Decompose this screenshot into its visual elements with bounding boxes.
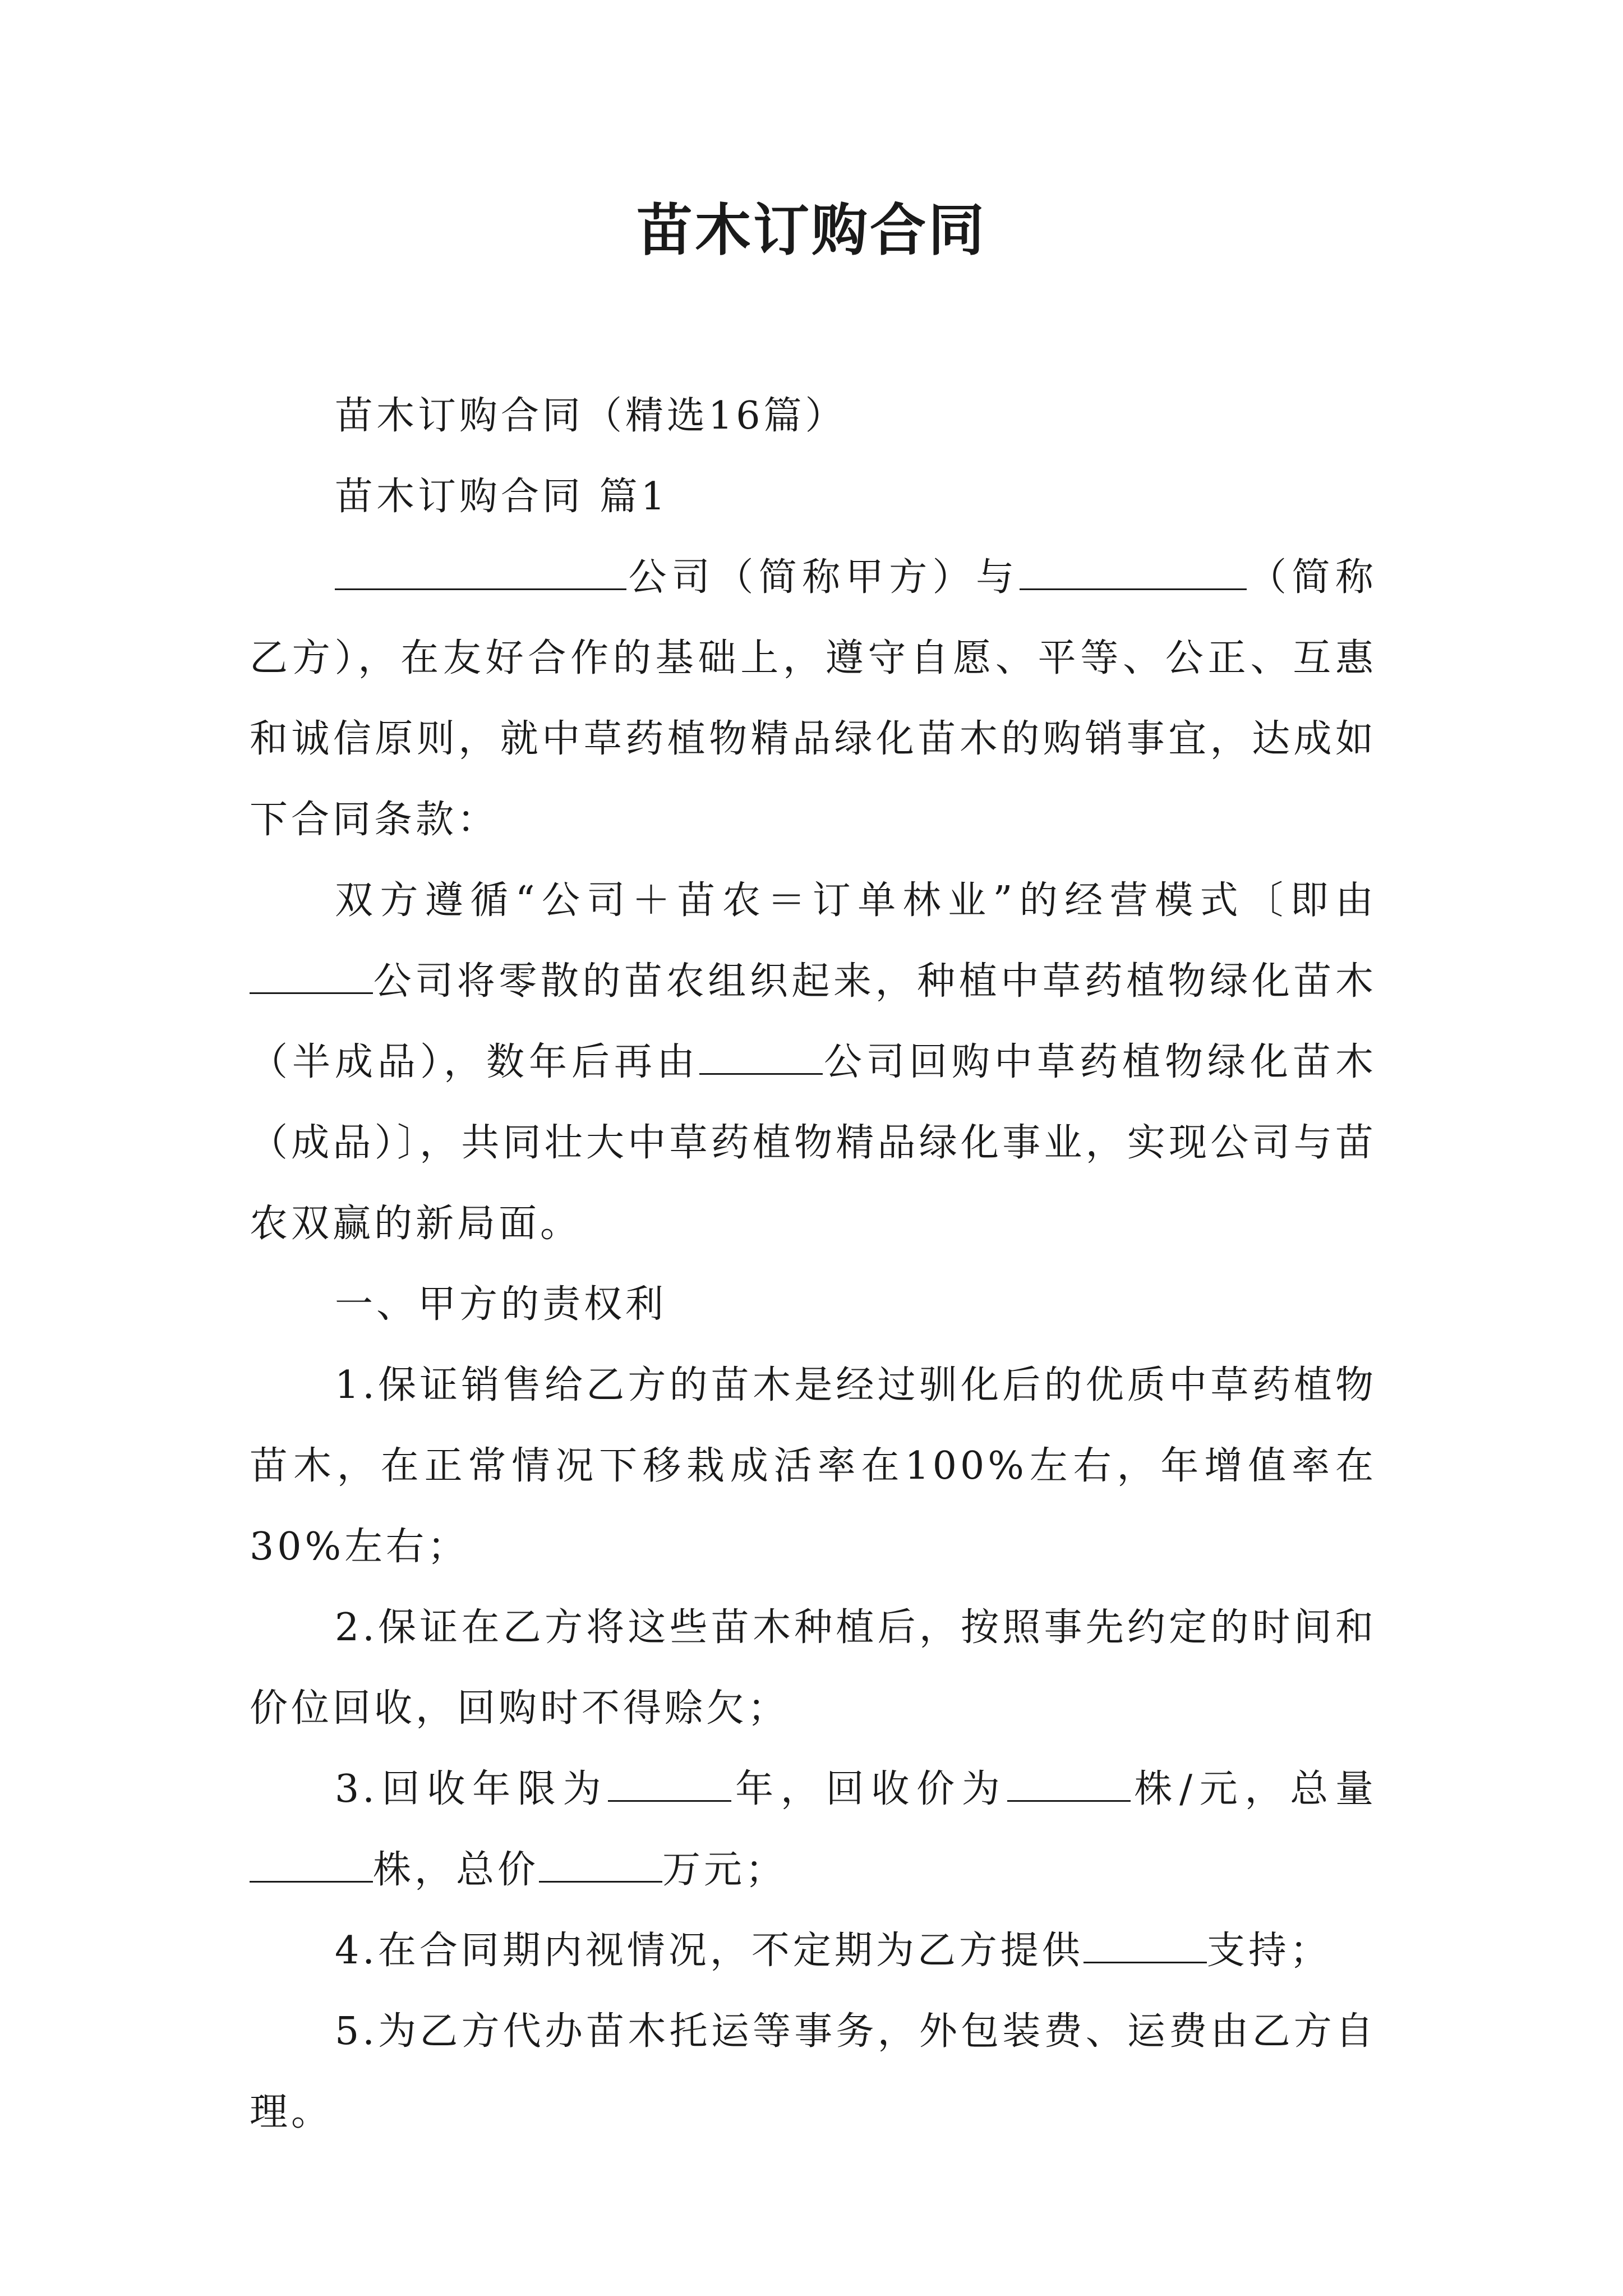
doc-subtitle: 苗木订购合同（精选16篇） [335, 394, 847, 438]
support-blank [1083, 1928, 1207, 1963]
years-blank [608, 1766, 731, 1802]
clause-4 [250, 1911, 1377, 1991]
quantity-blank [250, 1847, 373, 1883]
document-title: 苗木订购合同 [637, 197, 986, 263]
clause-4-text-2: 支持； [1206, 1929, 1331, 1973]
clause-3-text-2: 年，回收价为 [731, 1767, 1007, 1811]
intro-text-2: （简称乙方），在友好合作的基础上，遵守自愿、平等、公正、互惠和诚信原则，就中草药植物精品绿化苗木的购销事宜，达成如下合同条款： [250, 555, 1377, 842]
model-paragraph [250, 861, 1377, 1264]
clause-4-text-1: 4.在合同期内视情况，不定期为乙方提供 [335, 1929, 1083, 1973]
model-text-1: 双方遵循“公司＋苗农＝订单林业”的经营模式〔即由 [335, 878, 1377, 923]
intro-text-1: 公司（简称甲方）与 [626, 555, 1020, 600]
party-a-blank [335, 555, 626, 590]
clause-5: 5.为乙方代办苗木托运等事务，外包装费、运费由乙方自理。 [250, 2009, 1377, 2134]
clause-3-text-4: 株，总价 [373, 1848, 540, 1892]
total-blank [539, 1847, 662, 1883]
clause-3-text-3: 株/元，总量 [1130, 1767, 1377, 1811]
model-text-3: 公司回购中草药植物绿化苗木（成品）〕，共同壮大中草药植物精品绿化事业，实现公司与苗农双赢的新局面。 [250, 1040, 1377, 1246]
intro-paragraph [250, 537, 1377, 861]
model-text-2: 公司将零散的苗农组织起来，种植中草药植物绿化苗木（半成品），数年后再由 [250, 959, 1377, 1084]
document-body [250, 376, 1377, 2153]
section-heading: 苗木订购合同 篇1 [335, 475, 668, 519]
clause-3 [250, 1749, 1377, 1911]
clause-1: 1.保证销售给乙方的苗木是经过驯化后的优质中草药植物苗木，在正常情况下移栽成活率在100%左右，年增值率在30%左右； [250, 1363, 1377, 1569]
clause-heading: 一、甲方的责权利 [335, 1282, 667, 1327]
clause-3-text-5: 万元； [662, 1848, 787, 1892]
party-b-blank [1020, 555, 1247, 590]
clause-2: 2.保证在乙方将这些苗木种植后，按照事先约定的时间和价位回收，回购时不得赊欠； [250, 1605, 1377, 1731]
company-blank-2 [699, 1039, 823, 1075]
price-blank [1007, 1766, 1131, 1802]
company-blank-1 [250, 959, 373, 994]
clause-3-text-1: 3.回收年限为 [335, 1767, 608, 1811]
